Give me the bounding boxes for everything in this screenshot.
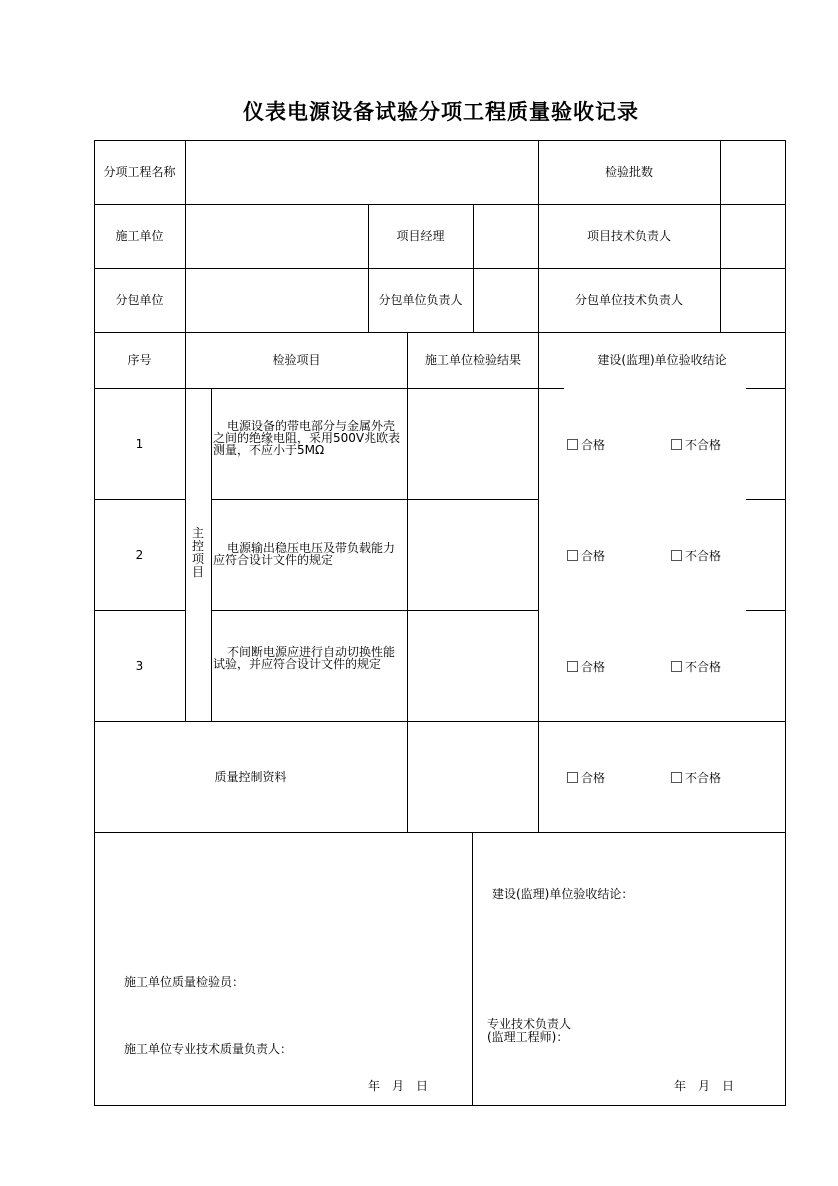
tech-lead-value[interactable] (721, 204, 785, 268)
checkbox-icon[interactable] (671, 772, 682, 783)
inspector-label: 施工单位质量检验员： (124, 975, 245, 989)
checkbox-icon[interactable] (567, 439, 578, 450)
tech-lead-label: 项目技术负责人 (586, 229, 671, 243)
subcontract-tech-lead-label: 分包单位技术负责人 (574, 293, 683, 307)
inspection-batch-value[interactable] (721, 140, 785, 204)
item-2-result[interactable] (408, 499, 538, 610)
main-control-group-label: 主控项目 (191, 526, 204, 579)
column-header-conclusion: 建设(监理)单位验收结论 (597, 353, 727, 367)
item-1-result[interactable] (408, 388, 538, 499)
checkbox-icon[interactable] (567, 772, 578, 783)
item-3-seq: 3 (135, 658, 144, 673)
subcontract-unit-value[interactable] (186, 268, 368, 332)
subcontract-unit-label: 分包单位 (115, 293, 164, 307)
quality-control-result[interactable] (408, 721, 538, 832)
sub-project-name-label: 分项工程名称 (103, 165, 176, 179)
date-right: 年 月 日 (674, 1079, 735, 1093)
subcontract-lead-label: 分包单位负责人 (378, 293, 463, 307)
quality-control-label: 质量控制资料 (214, 769, 287, 784)
item-3-fail-option[interactable]: 不合格 (671, 658, 721, 675)
item-2-seq: 2 (135, 547, 144, 562)
item-1-pass-option[interactable]: 合格 (567, 436, 605, 453)
project-manager-value[interactable] (474, 204, 538, 268)
checkbox-icon[interactable] (567, 550, 578, 561)
sub-project-name-value[interactable] (186, 140, 538, 204)
item-1-fail-option[interactable]: 不合格 (671, 436, 721, 453)
item-3-description: 不间断电源应进行自动切换性能试验，并应符合设计文件的规定 (213, 645, 396, 671)
item-1-description: 电源设备的带电部分与金属外壳之间的绝缘电阻，采用500V兆欧表测量，不应小于5MΩ (213, 419, 401, 457)
subcontract-tech-lead-value[interactable] (721, 268, 785, 332)
column-header-result: 施工单位检验结果 (424, 353, 521, 367)
column-header-item: 检验项目 (272, 353, 321, 367)
acceptance-record-table (94, 140, 786, 1106)
checkbox-icon[interactable] (671, 661, 682, 672)
checkbox-icon[interactable] (567, 661, 578, 672)
quality-lead-label: 施工单位专业技术质量负责人： (124, 1042, 293, 1056)
tech-lead-signature-line1: 专业技术负责人 (487, 1017, 572, 1031)
checkbox-icon[interactable] (671, 439, 682, 450)
tech-lead-signature-line2: (监理工程师)： (487, 1030, 569, 1044)
checkbox-icon[interactable] (671, 550, 682, 561)
subcontract-lead-value[interactable] (474, 268, 538, 332)
item-2-fail-option[interactable]: 不合格 (671, 547, 721, 564)
construction-unit-label: 施工单位 (115, 229, 164, 243)
supervisor-conclusion-label: 建设(监理)单位验收结论： (492, 887, 634, 901)
project-manager-label: 项目经理 (396, 229, 445, 243)
item-3-result[interactable] (408, 610, 538, 721)
item-2-description: 电源输出稳压电压及带负载能力应符合设计文件的规定 (213, 541, 396, 567)
quality-control-pass-option[interactable]: 合格 (567, 769, 605, 786)
item-1-seq: 1 (135, 436, 144, 451)
column-header-seq: 序号 (127, 353, 152, 367)
inspection-batch-label: 检验批数 (604, 165, 653, 179)
date-left: 年 月 日 (368, 1079, 429, 1093)
quality-control-fail-option[interactable]: 不合格 (671, 769, 721, 786)
page-title: 仪表电源设备试验分项工程质量验收记录 (243, 100, 639, 124)
item-3-pass-option[interactable]: 合格 (567, 658, 605, 675)
item-2-pass-option[interactable]: 合格 (567, 547, 605, 564)
construction-unit-value[interactable] (186, 204, 368, 268)
